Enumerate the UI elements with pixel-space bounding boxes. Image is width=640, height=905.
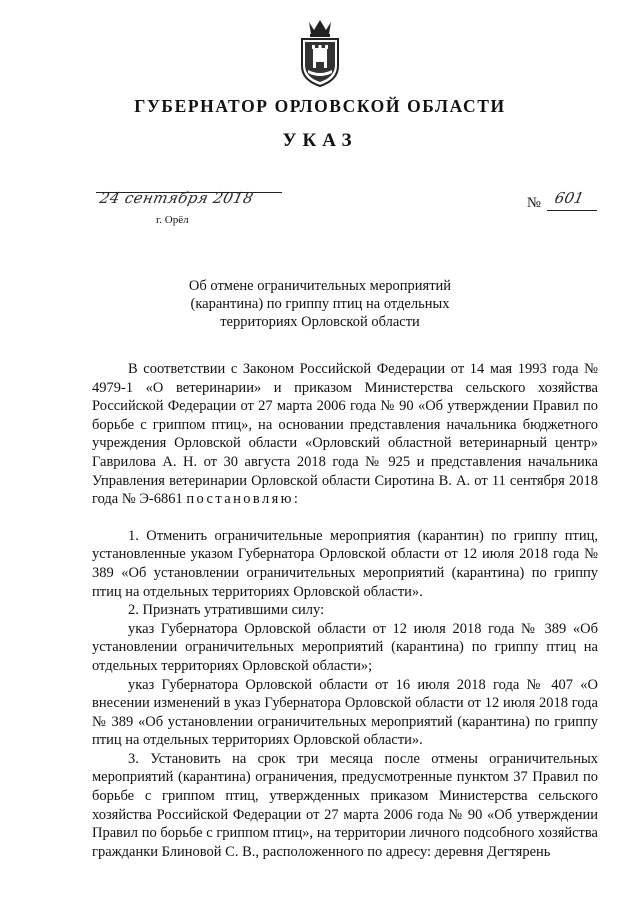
preamble-text: В соответствии с Законом Российской Федерации от 14 мая 1993 года № 4979-1 «О ветеринарии» и приказом Министерства сельского хозяйства Российской Федерации от 27 марта 2006 года № 90 «Об утверждении Правил по борьбе с гриппом птиц», на основании представления начальника бюджетного учреждения Орловской области «Орловский областной ветеринарный центр» Гаврилова А. Н. от 30 августа 2018 года № 925 и представления начальника Управления ветеринарии Орловской области Сиротина В. А. от 11 сентября 2018 года № Э-6861 (92, 361, 598, 508)
preamble-paragraph (92, 360, 598, 509)
document-type: УКАЗ (282, 130, 358, 151)
number-underline (547, 210, 597, 211)
issuing-authority: ГУБЕРНАТОР ОРЛОВСКОЙ ОБЛАСТИ (134, 96, 506, 116)
decree-word: постановляю: (186, 491, 301, 508)
item-2-b: указ Губернатора Орловской области от 16 июля 2018 года № 407 «О внесении изменений в указ Губернатора Орловской области от 12 июля 2018 года № 389 «Об установлении ограничительных мероприятий (карантина) по гриппу птиц на отдельных территориях Орловской области». (92, 676, 598, 749)
issue-city: г. Орёл (156, 214, 189, 226)
number-label: № (527, 195, 541, 211)
document-subject: Об отмене ограничительных мероприятий (карантина) по гриппу птиц на отдельных территориях Орловской области (188, 278, 452, 330)
coat-of-arms-icon (298, 18, 342, 88)
document-body (92, 360, 598, 861)
item-3: 3. Установить на срок три месяца после отмены ограничительных мероприятий (карантина) ограничения, предусмотренные пунктом 37 Правил по борьбе с гриппом птиц, утвержденных приказом Министерства сельского хозяйства Российской Федерации от 27 марта 2006 года № 90 «Об утверждении Правил по борьбе с гриппом птиц», на территории личного подсобного хозяйства гражданки Блиновой С. В., расположенного по адресу: деревня Дегтярень (92, 750, 598, 860)
handwritten-date: 24 сентября 2018 (98, 189, 256, 207)
handwritten-number: 601 (553, 189, 586, 207)
item-1: 1. Отменить ограничительные мероприятия (карантин) по гриппу птиц, установленные указом Губернатора Орловской области от 12 июля 2018 года № 389 «Об установлении ограничительных мероприятий (карантина) по гриппу птиц на отдельных территориях Орловской области». (92, 527, 598, 600)
item-2-a: указ Губернатора Орловской области от 12 июля 2018 года № 389 «Об установлении ограничительных мероприятий (карантина) по гриппу птиц на отдельных территориях Орловской области»; (92, 620, 598, 674)
item-2: 2. Признать утратившими силу: (128, 602, 325, 619)
